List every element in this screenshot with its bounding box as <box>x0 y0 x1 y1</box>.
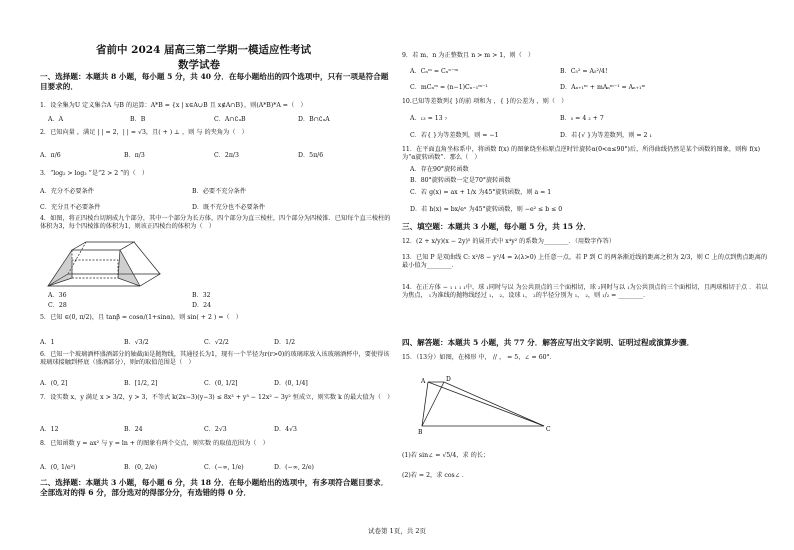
q6-option-c: C．(0, 1/2] <box>204 380 238 387</box>
section-1-heading: 一、选择题：本题共 8 小题，每小题 5 分，共 40 分．在每小题给出的四个选项中，只有一项是符合题目要求的． <box>40 72 389 92</box>
question-15-part-2: (2)若 = 2，求 cos∠ ． <box>402 472 469 479</box>
vertex-label-d: D <box>446 376 451 383</box>
question-5-stem: 5．已知 ∈(0, π/2)，且 tanβ = cosα/(1+sinα)，则 sin( + 2 ) =（ ） <box>40 314 242 321</box>
q7-option-b: B．24 <box>124 426 143 433</box>
q1-option-a: A．A <box>48 116 64 123</box>
q9-option-c: C．mCₙᵐ = (n−1)Cₙ₋₁ᵐ⁻¹ <box>410 84 488 91</box>
q8-option-a: A．(0, 1/e²) <box>40 464 76 471</box>
q7-option-d: D．4√3 <box>274 426 297 433</box>
q11-option-b: B．80°旋转函数一定是70°旋转函数 <box>410 177 511 184</box>
q11-option-d: D．若 h(x) = bx/eˣ 为45°旋转函数，则 −e² ≤ b ≤ 0 <box>410 206 563 213</box>
q6-option-b: B．[1/2, 2] <box>124 380 158 387</box>
q5-option-d: D．1/2 <box>274 339 296 346</box>
q6-option-a: A．(0, 2] <box>40 380 68 387</box>
q8-option-c: C．(−∞, 1/e) <box>204 464 244 471</box>
q3-option-a: A．充分不必要条件 <box>40 188 94 195</box>
q10-option-a: A．₁₃ = 13 ₇ <box>410 115 448 122</box>
q3-option-d: D．既不充分也不必要条件 <box>192 204 266 211</box>
q4-option-a: A．36 <box>48 292 67 299</box>
question-9-stem: 9．若 m，n 为正整数且 n > m > 1，则（ ） <box>402 52 535 59</box>
q4-option-d: D．24 <box>192 302 212 309</box>
q2-option-a: A．π/6 <box>40 152 61 159</box>
question-11-stem: 11．在平面直角坐标系中，将函数 f(x) 的图象绕坐标原点逆时针旋转α(0<α≤90°)后，所得曲线仍然是某个函数的图象，则称 f(x) 为“α旋转函数”．那么（ ） <box>402 146 761 162</box>
question-15-stem: 15．（13分）如图，在梯形 中， // ， = 5，∠ = 60°． <box>402 354 556 361</box>
question-12-stem: 12．(2 + x/y)(x − 2y)⁵ 的展开式中 x⁴y² 的系数为________．（用数字作答） <box>402 238 616 245</box>
q8-option-b: B．(0, 2/e) <box>124 464 158 471</box>
question-7-stem: 7．设实数 x，y 满足 x > 3/2，y > 3，不等式 k(2x−3)(y−3) ≤ 8x³ + y³ − 12x² − 3y² 恒成立，则实数 k 的最大值为（ ） <box>40 394 394 401</box>
q7-option-c: C．2√3 <box>204 426 227 433</box>
q2-option-b: B．π/3 <box>124 152 145 159</box>
vertex-label-c: C <box>546 426 551 433</box>
q10-option-c: C．若{ }为等差数列，则 = −1 <box>410 132 499 139</box>
frustum-figure <box>44 238 164 290</box>
question-13-stem: 13．已知 P 是双曲线 C: x²/8 − y²/4 = λ(λ>0) 上任意一点，若 P 到 C 的两条渐近线的距离之积为 2/3，则 C 上的点到焦点距离的最小值为________． <box>402 254 768 270</box>
q5-option-b: B．√3/2 <box>124 339 149 346</box>
question-10-stem: 10.已知等差数列{ }的前 项和为 ，{ }的公差为 ，则（ ） <box>402 98 568 105</box>
q7-option-a: A．12 <box>40 426 59 433</box>
q3-option-c: C．充分且不必要条件 <box>40 204 101 211</box>
q4-option-c: C．28 <box>48 302 67 309</box>
q9-option-a: A．Cₙᵐ = Cₙⁿ⁻ᵐ <box>410 68 459 75</box>
q4-option-b: B．32 <box>192 292 211 299</box>
question-3-stem: 3．“log₂ > log₂ ”是“2 > 2 ”的（ ） <box>40 170 149 177</box>
question-6-stem: 6．已知一个玻璃酒杯盛酒部分的轴截面是抛物线，其通径长为1，现有一个半径为r(r>0)的玻璃球放入该玻璃酒杯中，要使得该玻璃球接触到杯底（盛酒部分），则r的取值范围是（ ） <box>40 351 390 367</box>
q9-option-d: D．Aₙ₊₁ᵐ + mAₙᵐ⁻¹ = Aₙ₊₁ᵐ <box>560 84 646 91</box>
section-2-heading: 二、选择题：本题共 3 小题，每小题 6 分，共 18 分．在每小题给出的选项中，有多项符合题目要求．全部选对的得 6 分，部分选对的得部分分，有选错的得 0 分． <box>40 478 389 498</box>
q10-option-d: D．若{√ }为等差数列，则 = 2 ₁ <box>560 132 652 139</box>
q11-option-c: C．若 g(x) = ax + 1/x 为45°旋转函数，则 a = 1 <box>410 189 552 196</box>
vertex-label-b: B <box>418 429 423 436</box>
q2-option-c: C．2π/3 <box>214 152 239 159</box>
q3-option-b: B．必要不充分条件 <box>192 188 247 195</box>
q1-option-c: C．A∩∁ᵤB <box>214 116 246 123</box>
section-3-heading: 三、填空题：本题共 3 小题，每小题 5 分，共 15 分． <box>402 222 591 231</box>
trapezoid-figure <box>418 374 558 438</box>
question-8-stem: 8．已知函数 y = ax² 与 y = ln + 的图象有两个交点，则实数 的取值范围为（ ） <box>40 440 269 447</box>
q6-option-d: D．(0, 1/4] <box>274 380 308 387</box>
q1-option-d: D．B∩∁ᵤA <box>298 116 330 123</box>
question-15-part-1: (1)若 sin∠ = √5/4，求 的长； <box>402 452 490 459</box>
exam-subtitle: 数学试卷 <box>178 59 220 71</box>
q10-option-b: B．₅ = 4 ₂ + 7 <box>560 115 604 122</box>
q2-option-d: D．5π/6 <box>298 152 324 159</box>
question-14-stem: 14．在正方体 − ₁ ₁ ₁ ₁中，球 ₁同时与以 为公共顶点的三个面相切，球 ₂同时与以 ₁为公共顶点的三个面相切，且两球相切于点 ．若以 为焦点， ₁为准线的抛物线经过 ₁， ₂，设球 ₁， ₂的半径分别为 ₁， ₂，则 ₁/₂ = ________． <box>402 284 768 300</box>
q5-option-a: A．1 <box>40 339 55 346</box>
q9-option-b: B．C₅² = A₅²/4! <box>560 68 608 75</box>
section-4-heading: 四、解答题：本题共 5 小题，共 77 分．解答应写出文字说明、证明过程或演算步骤． <box>402 338 695 347</box>
question-2-stem: 2．已知向量 ，满足 | | = 2，| | = √3，且( + ) ⊥ ，则 与 的夹角为（ ） <box>40 129 248 136</box>
q8-option-d: D．(−∞, 2/e) <box>274 464 314 471</box>
exam-title: 省前中 2024 届高三第二学期一模适应性考试 <box>96 44 312 56</box>
q5-option-c: C．√2/2 <box>204 339 229 346</box>
question-1-stem: 1．设全集为U 定义集合A 与B 的运算：A*B = {x | x∈A∪B 且 x∉A∩B}，则(A*B)*A =（ ） <box>40 102 307 109</box>
q1-option-b: B．B <box>130 116 146 123</box>
q11-option-a: A．存在90°旋转函数 <box>410 166 469 173</box>
question-4-stem: 4．如图，将正四棱台切割成九个部分，其中一个部分为长方体，四个部分为直三棱柱，四个部分为四棱锥．已知每个直三棱柱的体积为3，每个四棱锥的体积为1，则该正四棱台的体积为（ ） <box>40 215 391 231</box>
page-footer: 试卷第 1页，共 2页 <box>368 527 426 535</box>
vertex-label-a: A <box>421 378 426 385</box>
